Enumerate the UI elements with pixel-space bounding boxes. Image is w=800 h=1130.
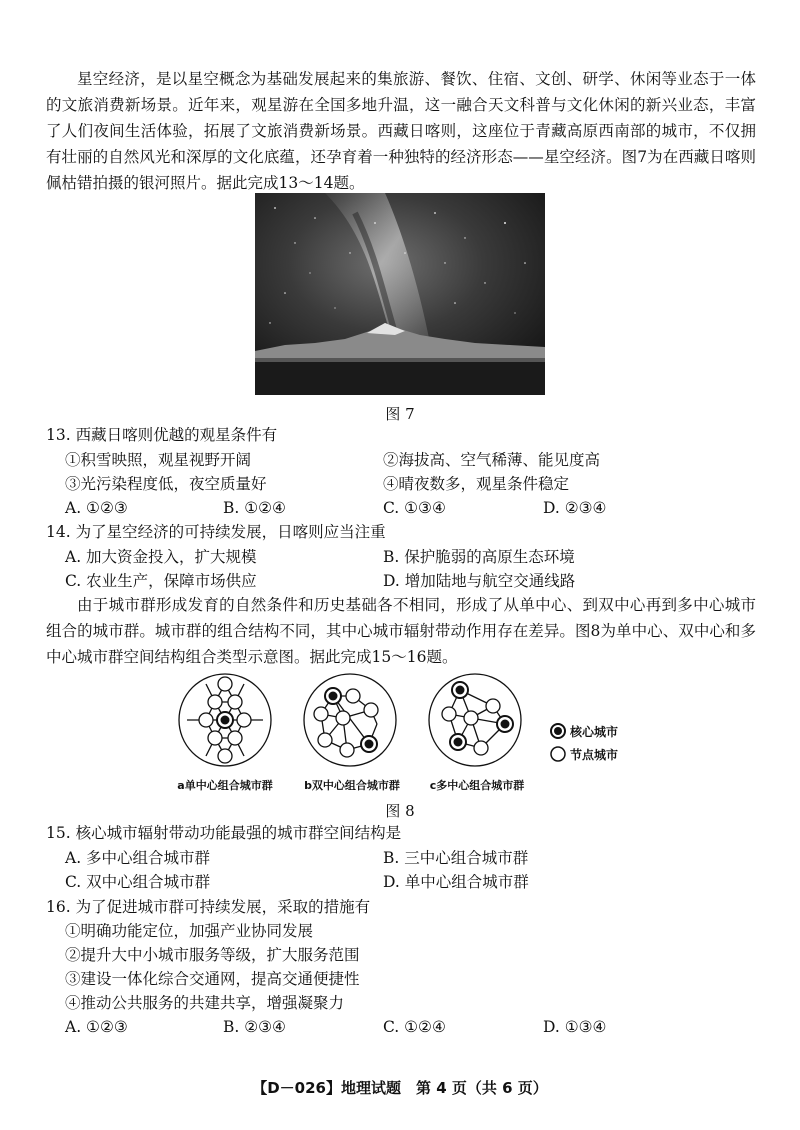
milky-way-photo xyxy=(255,193,545,395)
diagram-b xyxy=(304,674,396,766)
q14-choice-d: D. 增加陆地与航空交通线路 xyxy=(383,572,576,590)
q16-choice-b: B. ②③④ xyxy=(223,1018,286,1036)
q13-choice-b: B. ①②④ xyxy=(223,499,286,517)
q14-choice-c: C. 农业生产，保障市场供应 xyxy=(65,572,257,590)
q13-item-1: ①积雪映照，观星视野开阔 xyxy=(65,451,252,469)
legend-core-label: 核心城市 xyxy=(570,725,619,739)
question-15-stem: 15. 核心城市辐射带动功能最强的城市群空间结构是 xyxy=(46,824,402,842)
q16-item-3: ③建设一体化综合交通网，提高交通便捷性 xyxy=(65,970,360,988)
label-b: b双中心组合城市群 xyxy=(304,779,400,792)
q15-choice-b: B. 三中心组合城市群 xyxy=(383,849,529,867)
label-a: a单中心组合城市群 xyxy=(177,779,273,792)
q15-choice-c: C. 双中心组合城市群 xyxy=(65,873,211,891)
diagram-c xyxy=(429,674,521,766)
q14-choice-b: B. 保护脆弱的高原生态环境 xyxy=(383,548,575,566)
figure-7-caption: 图 7 xyxy=(385,405,415,423)
q16-choice-a: A. ①②③ xyxy=(65,1018,128,1036)
intro-passage-15-16: 由于城市群形成发育的自然条件和历史基础各不相同，形成了从单中心、到双中心再到多中心城市组合的城市群。城市群的组合结构不同，其中心城市辐射带动作用存在差异。图8为单中心、双中心和多中心城市群空间结构组合类型示意图。据此完成15～16题。 xyxy=(46,596,756,666)
q15-choice-d: D. 单中心组合城市群 xyxy=(383,873,529,891)
legend-core-city-icon xyxy=(551,724,565,738)
question-16-stem: 16. 为了促进城市群可持续发展，采取的措施有 xyxy=(46,898,371,916)
page-footer: 【D－026】地理试题 第 4 页（共 6 页） xyxy=(252,1079,548,1097)
intro-passage-13-14: 星空经济，是以星空概念为基础发展起来的集旅游、餐饮、住宿、文创、研学、休闲等业态于一体的文旅消费新场景。近年来，观星游在全国多地升温，这一融合天文科普与文化休闲的新兴业态，丰富了人们夜间生活体验，拓展了文旅消费新场景。西藏日喀则，这座位于青藏高原西南部的城市，不仅拥有壮丽的自然风光和深厚的文化底蕴，还孕育着一种独特的经济形态——星空经济。图7为在西藏日喀则佩枯错拍摄的银河照片。据此完成13～14题。 xyxy=(46,70,756,192)
q16-item-1: ①明确功能定位，加强产业协同发展 xyxy=(65,922,314,940)
legend-node-city-icon xyxy=(551,747,565,761)
question-13-stem: 13. 西藏日喀则优越的观星条件有 xyxy=(46,426,278,444)
q13-choice-a: A. ①②③ xyxy=(65,499,128,517)
q16-choice-d: D. ①③④ xyxy=(543,1018,607,1036)
figure-8-caption: 图 8 xyxy=(385,802,415,820)
q13-choice-d: D. ②③④ xyxy=(543,499,607,517)
q16-choice-c: C. ①②④ xyxy=(383,1018,446,1036)
legend-node-label: 节点城市 xyxy=(570,748,619,762)
q13-choice-c: C. ①③④ xyxy=(383,499,446,517)
q15-choice-a: A. 多中心组合城市群 xyxy=(65,849,211,867)
q14-choice-a: A. 加大资金投入，扩大规模 xyxy=(65,548,257,566)
figure-8-diagram xyxy=(175,668,635,796)
diagram-a xyxy=(179,674,271,766)
q13-item-4: ④晴夜数多，观星条件稳定 xyxy=(383,475,570,493)
q13-item-2: ②海拔高、空气稀薄、能见度高 xyxy=(383,451,601,469)
q16-item-2: ②提升大中小城市服务等级，扩大服务范围 xyxy=(65,946,360,964)
q16-item-4: ④推动公共服务的共建共享，增强凝聚力 xyxy=(65,994,345,1012)
q13-item-3: ③光污染程度低，夜空质量好 xyxy=(65,475,267,493)
label-c: c多中心组合城市群 xyxy=(429,779,525,792)
question-14-stem: 14. 为了星空经济的可持续发展，日喀则应当注重 xyxy=(46,523,386,541)
